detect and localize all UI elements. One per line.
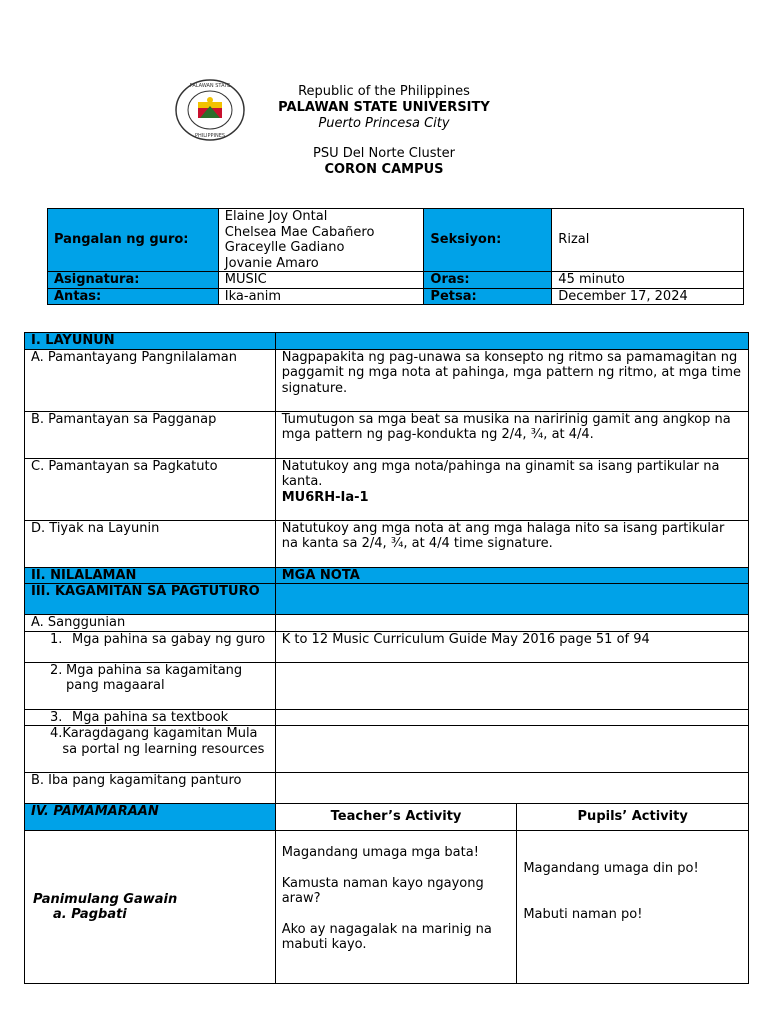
info-table bbox=[47, 208, 744, 305]
date-label: Petsa: bbox=[424, 288, 552, 305]
nilalaman-heading: II. NILALAMAN bbox=[25, 567, 276, 584]
reference-item-label bbox=[25, 631, 276, 662]
cluster-text: PSU Del Norte Cluster bbox=[313, 146, 455, 161]
time-label: Oras: bbox=[424, 272, 552, 289]
teacher-name: Elaine Joy Ontal bbox=[224, 209, 328, 224]
item-label: Mga pahina sa gabay ng guro bbox=[72, 631, 266, 647]
campus-text: CORON CAMPUS bbox=[324, 162, 444, 177]
learning-competency-label: C. Pamantayan sa Pagkatuto bbox=[25, 458, 276, 520]
content-standard-label: A. Pamantayang Pangnilalaman bbox=[25, 349, 276, 411]
nilalaman-value: MGA NOTA bbox=[275, 567, 748, 584]
svg-text:PHILIPPINES: PHILIPPINES bbox=[194, 133, 226, 139]
item-label: Karagdagang kagamitan Mula sa portal ng learning resources bbox=[62, 726, 265, 757]
pupils-activity-header: Pupils’ Activity bbox=[517, 804, 749, 831]
teacher-label: Pangalan ng guro: bbox=[48, 209, 219, 272]
section-value: Rizal bbox=[552, 209, 744, 272]
subject-value: MUSIC bbox=[218, 272, 424, 289]
pamamaraan-heading: IV. PAMAMARAAN bbox=[25, 804, 276, 831]
teacher-activity-header: Teacher’s Activity bbox=[275, 804, 517, 831]
teacher-line: Kamusta naman kayo ngayong araw? bbox=[281, 875, 484, 906]
grade-label: Antas: bbox=[48, 288, 219, 305]
reference-item-label bbox=[25, 709, 276, 726]
reference-item-value: K to 12 Music Curriculum Guide May 2016 page 51 of 94 bbox=[275, 631, 748, 662]
sanggunian-blank bbox=[275, 615, 748, 632]
content-standard-value: Nagpapakita ng pag-unawa sa konsepto ng ritmo sa pamamagitan ng paggamit ng mga nota at pahinga, mga pattern ng ritmo, at mga time signature. bbox=[275, 349, 748, 411]
reference-item-label bbox=[25, 726, 276, 773]
reference-item-value bbox=[275, 662, 748, 709]
sanggunian-label: A. Sanggunian bbox=[25, 615, 276, 632]
specific-objective-value: Natutukoy ang mga nota at ang mga halaga nito sa isang partikular na kanta sa 2/4, ¾, at 4/4 time signature. bbox=[275, 520, 748, 567]
date-value: December 17, 2024 bbox=[552, 288, 744, 305]
layunin-heading-blank bbox=[275, 333, 748, 350]
competency-code: MU6RH-Ia-1 bbox=[281, 489, 369, 505]
teacher-name: Chelsea Mae Cabañero bbox=[224, 224, 375, 240]
pagbati-label: a. Pagbati bbox=[53, 907, 127, 922]
university-name: PALAWAN STATE UNIVERSITY bbox=[278, 100, 490, 115]
svg-text:PALAWAN STATE: PALAWAN STATE bbox=[189, 83, 231, 89]
pupils-activity-cell bbox=[517, 831, 749, 984]
learning-competency-value: Natutukoy ang mga nota/pahinga na ginamit sa isang partikular na kanta. bbox=[281, 458, 720, 489]
teacher-line: Ako ay nagagalak na marinig na mabuti kayo. bbox=[281, 921, 492, 952]
item-number: 3. bbox=[50, 709, 63, 725]
other-materials-value bbox=[275, 773, 748, 804]
item-number: 2. bbox=[50, 662, 63, 678]
kagamitan-heading: III. KAGAMITAN SA PAGTUTURO bbox=[25, 584, 276, 615]
layunin-heading: I. LAYUNUN bbox=[25, 333, 276, 350]
republic-text: Republic of the Philippines bbox=[298, 84, 470, 99]
performance-standard-label: B. Pamantayan sa Pagganap bbox=[25, 411, 276, 458]
lesson-plan-table bbox=[24, 332, 749, 984]
reference-item-label bbox=[25, 662, 276, 709]
teacher-names bbox=[218, 209, 424, 272]
pupil-line: Mabuti naman po! bbox=[523, 906, 643, 922]
teacher-activity-cell bbox=[275, 831, 517, 984]
other-materials-label: B. Iba pang kagamitang panturo bbox=[25, 773, 276, 804]
teacher-line: Magandang umaga mga bata! bbox=[281, 845, 479, 860]
kagamitan-heading-blank bbox=[275, 584, 748, 615]
time-value: 45 minuto bbox=[552, 272, 744, 289]
panimula-label: Panimulang Gawain bbox=[33, 891, 178, 907]
item-number: 4. bbox=[50, 726, 63, 741]
item-label: Mga pahina sa textbook bbox=[72, 709, 229, 725]
reference-item-value bbox=[275, 726, 748, 773]
item-label: Mga pahina sa kagamitang pang magaaral bbox=[66, 662, 243, 693]
teacher-name: Jovanie Amaro bbox=[224, 255, 319, 271]
specific-objective-label: D. Tiyak na Layunin bbox=[25, 520, 276, 567]
city-text: Puerto Princesa City bbox=[318, 116, 450, 131]
panimula-cell bbox=[25, 831, 276, 984]
subject-label: Asignatura: bbox=[48, 272, 219, 289]
pupil-line: Magandang umaga din po! bbox=[523, 861, 699, 876]
grade-value: Ika-anim bbox=[218, 288, 424, 305]
section-label: Seksiyon: bbox=[424, 209, 552, 272]
teacher-name: Graceylle Gadiano bbox=[224, 240, 345, 255]
learning-competency-cell bbox=[275, 458, 748, 520]
item-number: 1. bbox=[50, 631, 63, 647]
performance-standard-value: Tumutugon sa mga beat sa musika na naririnig gamit ang angkop na mga pattern ng pag-kondukta ng 2/4, ¾, at 4/4. bbox=[275, 411, 748, 458]
reference-item-value bbox=[275, 709, 748, 726]
